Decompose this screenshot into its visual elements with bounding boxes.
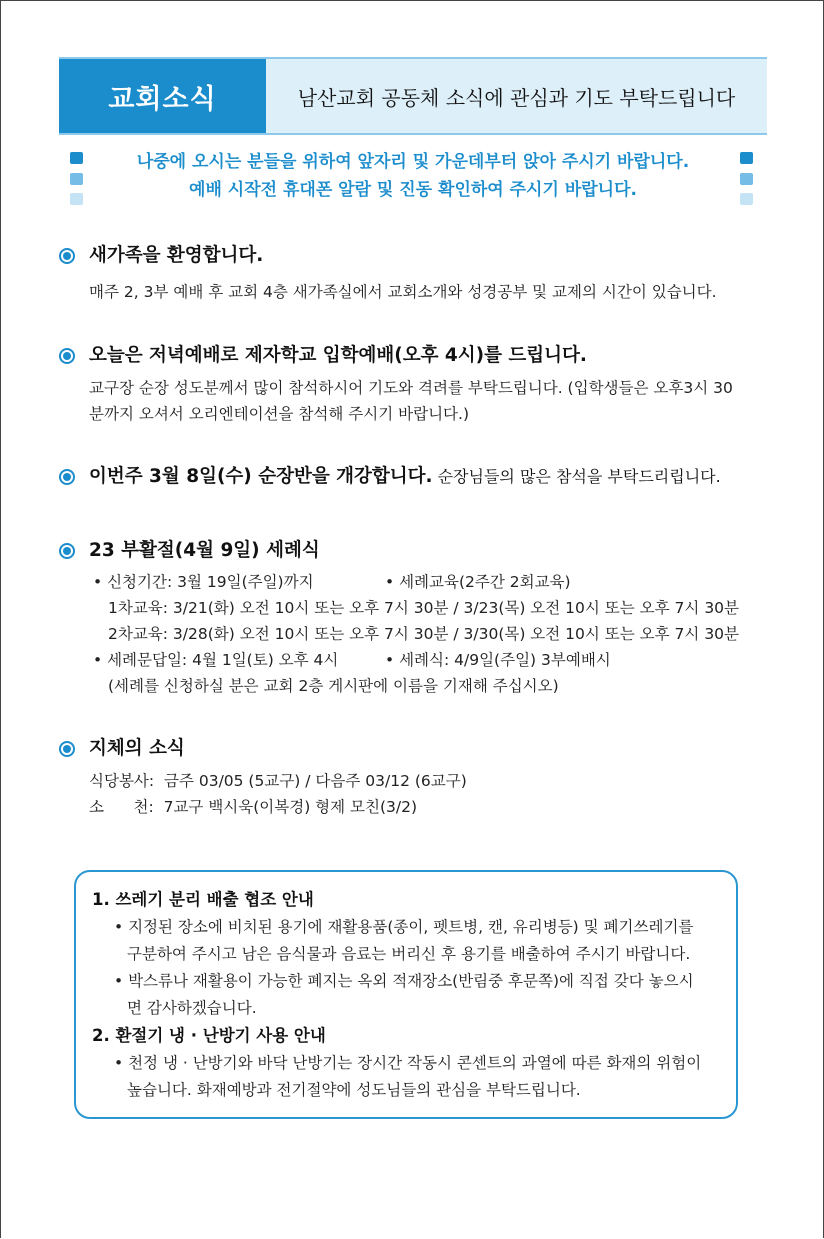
box-item-continuation: 면 감사하겠습니다. [127, 999, 257, 1017]
header-bottom-rule [59, 133, 767, 135]
square-icon [70, 173, 83, 185]
box-item-continuation: 높습니다. 화재예방과 전기절약에 성도님들의 관심을 부탁드립니다. [127, 1081, 581, 1099]
list-row [93, 569, 779, 595]
square-icon [740, 193, 753, 205]
section-inline-note: 순장님들의 많은 참석을 부탁드리립니다. [432, 467, 721, 486]
section-title: 23 부활절(4월 9일) 세례식 [89, 540, 320, 561]
list-row [93, 647, 779, 673]
bullet-icon [59, 248, 75, 264]
notice-block [59, 148, 767, 208]
education-first: 1차교육: 3/21(화) 오전 10시 또는 오후 7시 30분 / 3/23(목) 오전 10시 또는 오후 7시 30분 [108, 599, 740, 617]
section-title: 이번주 3월 8일(수) 순장반을 개강합니다. [89, 466, 433, 487]
section-title-wrap [59, 343, 779, 369]
section-title: 오늘은 저녁예배로 제자학교 입학예배(오후 4시)를 드립니다. [89, 345, 587, 366]
box-item [92, 914, 716, 968]
section-title-wrap [59, 464, 779, 490]
register-note: (세례를 신청하실 분은 교회 2층 게시판에 이름을 기재해 주십시오) [108, 677, 559, 695]
section-title-wrap [59, 243, 779, 269]
qa-day: • 세례문답일: 4월 1일(토) 오후 4시 [93, 651, 339, 669]
header-tab-title: 교회소식 [59, 59, 266, 133]
info-box [74, 870, 738, 1119]
section-body-line: 분까지 오셔서 오리엔테이션을 참석해 주시기 바랍니다.) [89, 405, 469, 423]
baptism-details [59, 569, 779, 699]
bullet-icon [59, 741, 75, 757]
box-heading-recycling: 1. 쓰레기 분리 배출 협조 안내 [92, 890, 314, 909]
square-icon [740, 152, 753, 164]
box-heading-heating: 2. 환절기 냉 · 난방기 사용 안내 [92, 1026, 326, 1045]
section-entrance-service [59, 343, 779, 427]
bullet-icon [59, 348, 75, 364]
bullet-icon [59, 543, 75, 559]
section-title-wrap [59, 538, 779, 564]
square-icon [740, 173, 753, 185]
community-line: 소 천: 7교구 백시욱(이복경) 형제 모친(3/2) [89, 798, 418, 816]
box-item-text: • 천정 냉 · 난방기와 바닥 난방기는 장시간 작동시 콘센트의 과열에 따른 화재의 위험이 [114, 1054, 702, 1072]
section-community-news [59, 736, 779, 820]
notice-line-phone: 예배 시작전 휴대폰 알람 및 진동 확인하여 주시기 바랍니다. [189, 180, 637, 200]
section-title: 지체의 소식 [89, 738, 185, 759]
bullet-icon [59, 469, 75, 485]
section-newcomers [59, 243, 779, 305]
apply-period: • 신청기간: 3월 19일(주일)까지 [93, 573, 314, 591]
section-header [59, 57, 767, 134]
box-item-text: • 박스류나 재활용이 가능한 폐지는 옥외 적재장소(반림중 후문쪽)에 직접 갖다 놓으시 [114, 972, 694, 990]
box-item [92, 1050, 716, 1104]
section-title-wrap [59, 736, 779, 762]
community-line: 식당봉사: 금주 03/05 (5교구) / 다음주 03/12 (6교구) [89, 772, 467, 790]
square-icon [70, 193, 83, 205]
section-title: 새가족을 환영합니다. [89, 245, 264, 266]
square-icon [70, 152, 83, 164]
box-item [92, 968, 716, 1022]
notice-line-seating: 나중에 오시는 분들을 위하여 앞자리 및 가운데부터 앉아 주시기 바랍니다. [136, 152, 690, 172]
education-info: • 세례교육(2주간 2회교육) [385, 573, 571, 591]
section-body-line: 교구장 순장 성도분께서 많이 참석하시어 기도와 격려를 부탁드립니다. (입학생들은 오후3시 30 [89, 379, 733, 397]
education-second: 2차교육: 3/28(화) 오전 10시 또는 오후 7시 30분 / 3/30(목) 오전 10시 또는 오후 7시 30분 [108, 625, 740, 643]
section-body: 매주 2, 3부 예배 후 교회 4층 새가족실에서 교회소개와 성경공부 및 교제의 시간이 있습니다. [89, 283, 717, 301]
box-item-text: • 지정된 장소에 비치된 용기에 재활용품(종이, 펫트병, 캔, 유리병등) 및 폐기쓰레기를 [114, 918, 694, 936]
section-leaders-class [59, 464, 779, 490]
box-item-continuation: 구분하여 주시고 남은 음식물과 음료는 버리신 후 용기를 배출하여 주시기 바랍니다. [127, 945, 691, 963]
header-subtitle: 남산교회 공동체 소식에 관심과 기도 부탁드립니다 [266, 59, 767, 133]
section-baptism [59, 538, 779, 699]
ceremony-info: • 세례식: 4/9일(주일) 3부예배시 [385, 651, 611, 669]
